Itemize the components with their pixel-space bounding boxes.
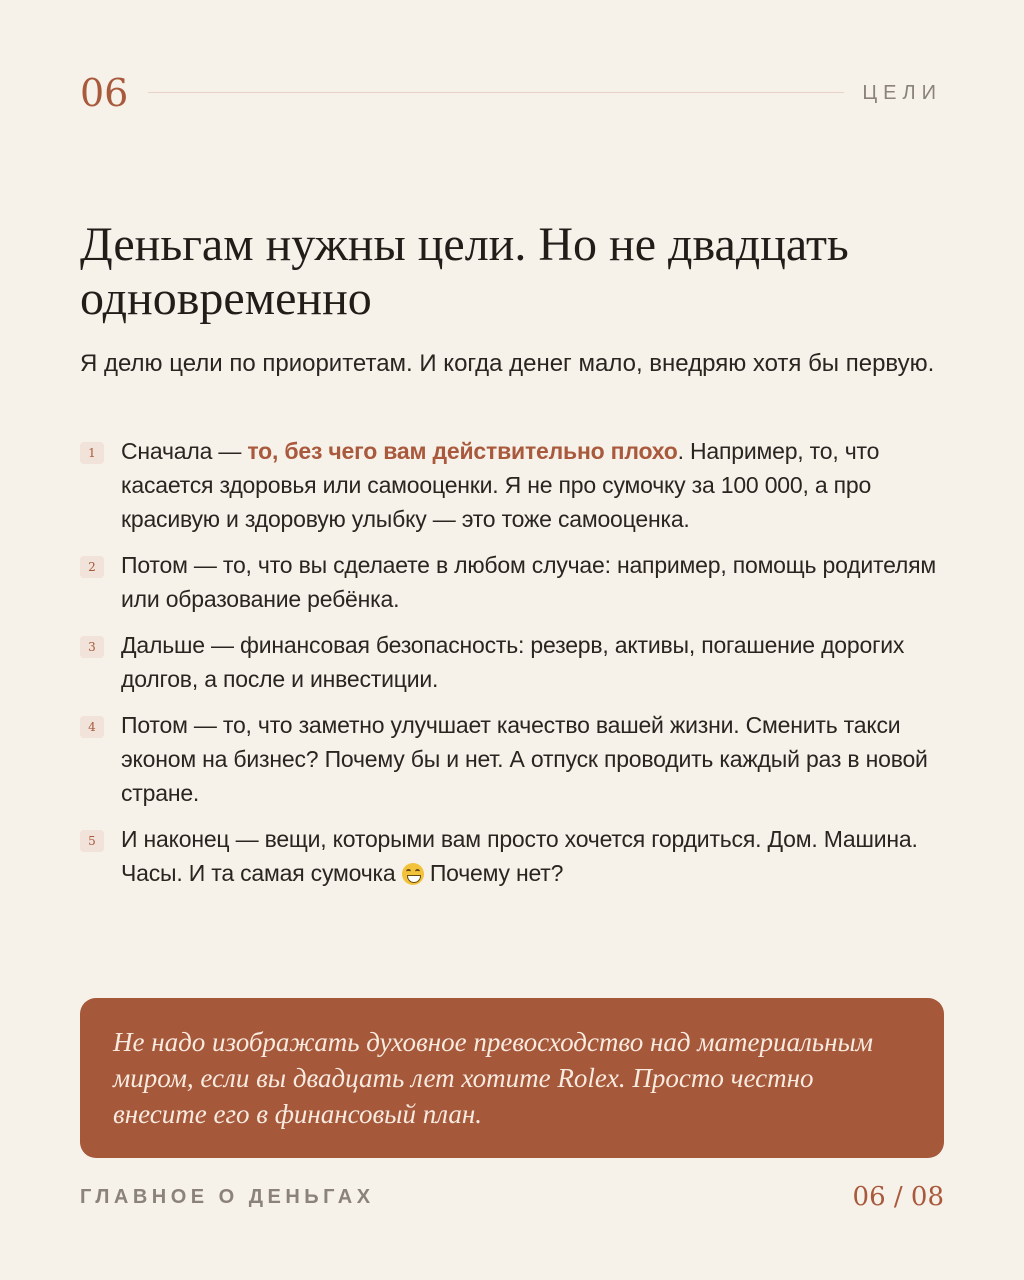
item-number-badge: 4 <box>80 716 104 738</box>
item-number-badge: 3 <box>80 636 104 658</box>
list-item-text: Дальше — финансовая безопасность: резерв, активы, погашение дорогих долгов, а после и инвестиции. <box>121 632 905 692</box>
priority-list <box>80 434 944 902</box>
header-divider <box>148 92 844 93</box>
list-item-text: Потом — то, что заметно улучшает качество вашей жизни. Сменить такси эконом на бизнес? Почему бы и нет. А отпуск проводить каждый раз в новой стране. <box>121 712 928 806</box>
item-text-start: И наконец — вещи, которыми вам просто хочется гордиться. Дом. Машина. Часы. И та самая сумочка <box>121 826 918 886</box>
item-text-start: Сначала — <box>121 438 248 464</box>
list-item <box>80 708 944 810</box>
grinning-face-emoji-icon <box>402 863 424 885</box>
list-item-text: Потом — то, что вы сделаете в любом случае: например, помощь родителям или образование ребёнка. <box>121 552 937 612</box>
item-number-badge: 2 <box>80 556 104 578</box>
item-number-badge: 5 <box>80 830 104 852</box>
list-item <box>80 822 944 890</box>
list-item <box>80 548 944 616</box>
list-item-text <box>121 434 944 536</box>
pagination: 06 / 08 <box>852 1182 944 1212</box>
item-number-badge: 1 <box>80 442 104 464</box>
item-text-end: Почему нет? <box>423 860 564 886</box>
lead-paragraph: Я делю цели по приоритетам. И когда денег мало, внедряю хотя бы первую. <box>80 350 935 377</box>
list-item-text <box>121 822 944 890</box>
item-highlight: то, без чего вам действительно плохо <box>247 438 678 464</box>
item-text-end: . Например, то, что касается здоровья или самооценки. Я не про сумочку за 100 000, а про красивую и здоровую улыбку — это тоже самооценка. <box>121 438 880 532</box>
section-label: ЦЕЛИ <box>862 82 942 104</box>
page-title: Деньгам нужны цели. Но не двадцать одновременно <box>80 218 849 325</box>
series-title: ГЛАВНОЕ О ДЕНЬГАХ <box>80 1186 375 1208</box>
page-header <box>80 70 944 116</box>
quote-text: Не надо изображать духовное превосходство над материальным миром, если вы двадцать лет хотите Rolex. Просто честно внесите его в финансовый план. <box>113 1027 873 1129</box>
list-item <box>80 434 944 536</box>
page-number: 06 <box>80 71 129 115</box>
quote-card <box>80 998 944 1158</box>
list-item <box>80 628 944 696</box>
